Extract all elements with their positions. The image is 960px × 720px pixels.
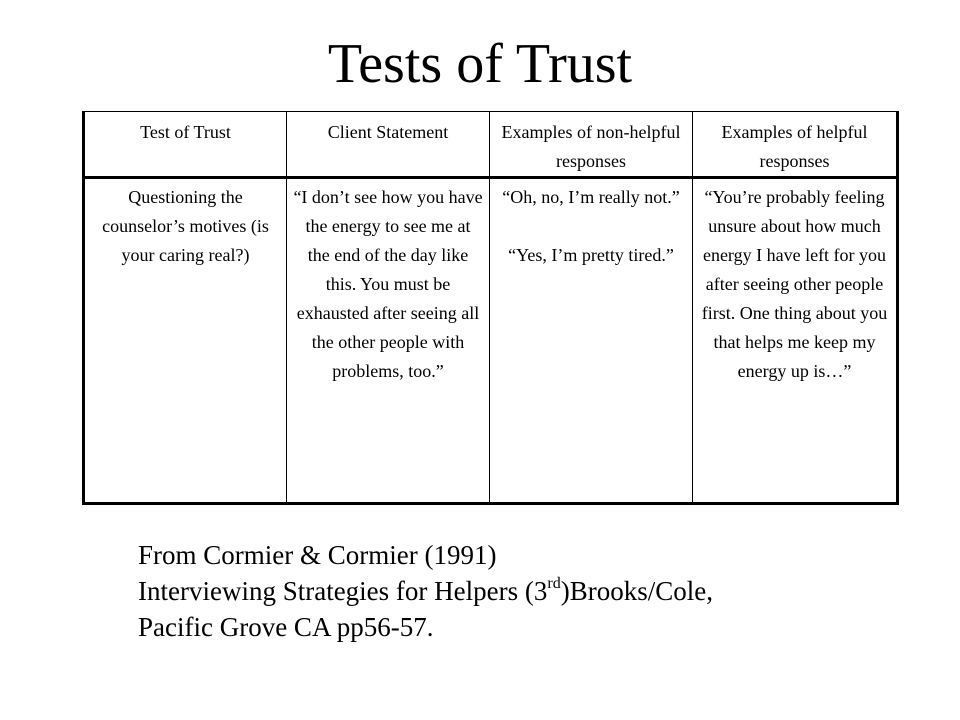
cell-text: “You’re probably feeling unsure about how much energy I have left for you after seeing other people first. One thing about you that helps me keep my energy up is…” <box>701 187 888 381</box>
tests-of-trust-table <box>82 111 899 505</box>
table-header-row <box>84 112 898 178</box>
cell-helpful-responses <box>693 178 898 504</box>
cell-non-helpful-responses <box>490 178 693 504</box>
slide-title: Tests of Trust <box>327 33 633 95</box>
cell-client-statement <box>287 178 490 504</box>
cell-test-of-trust <box>84 178 287 504</box>
citation-line-2-text: Interviewing Strategies for Helpers (3 <box>138 576 548 606</box>
header-helpful-responses: Examples of helpful responses <box>693 112 898 178</box>
header-non-helpful-responses: Examples of non-helpful responses <box>490 112 693 178</box>
citation-line-2-publisher: )Brooks/Cole, <box>560 576 713 606</box>
header-client-statement: Client Statement <box>287 112 490 178</box>
header-test-of-trust: Test of Trust <box>84 112 287 178</box>
citation-line-2 <box>138 573 713 609</box>
citation-line-3: Pacific Grove CA pp56-57. <box>138 612 434 642</box>
cell-text: “Oh, no, I’m really not.” “Yes, I’m pretty tired.” <box>502 187 680 265</box>
citation <box>138 537 713 645</box>
table-row <box>84 178 898 504</box>
cell-text: Questioning the counselor’s motives (is your caring real?) <box>102 187 269 265</box>
citation-superscript: rd <box>547 575 561 592</box>
citation-line-1: From Cormier & Cormier (1991) <box>138 540 497 570</box>
cell-text: “I don’t see how you have the energy to see me at the end of the day like this. You must be exhausted after seeing all the other people with problems, too.” <box>293 187 483 381</box>
